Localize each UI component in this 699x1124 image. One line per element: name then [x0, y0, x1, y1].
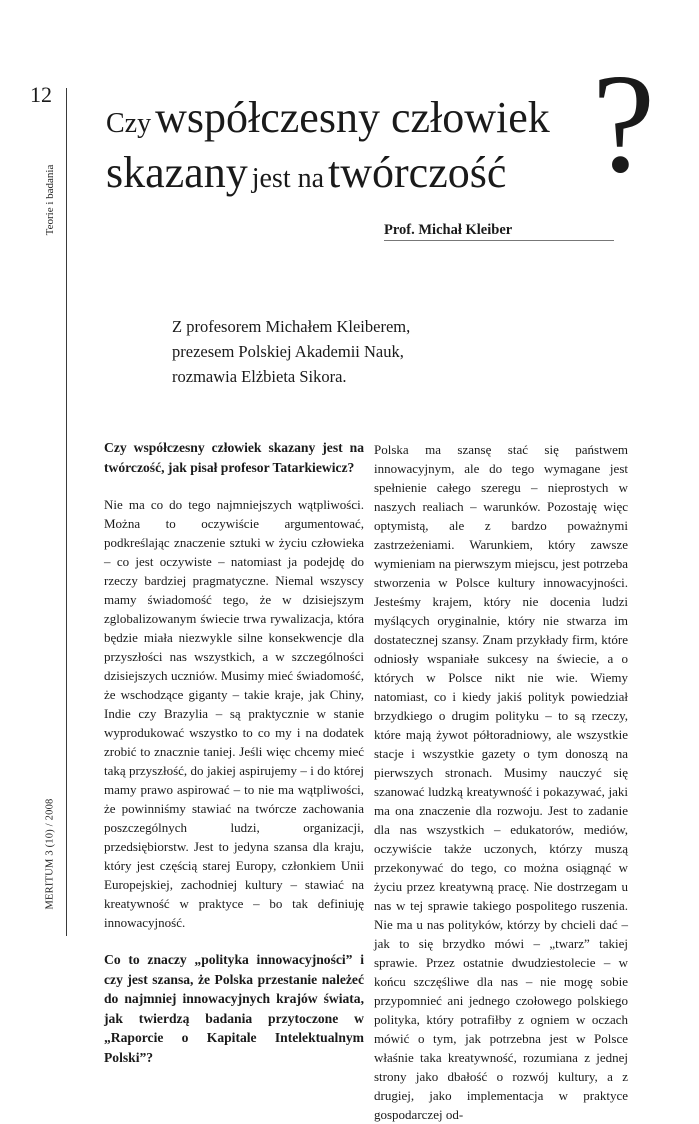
- title-word-skazany: skazany: [106, 148, 248, 197]
- margin-divider: [66, 88, 67, 936]
- title-line-1: [106, 90, 606, 146]
- author-name: Prof. Michał Kleiber: [384, 222, 513, 238]
- intro-line: rozmawia Elżbieta Sikora.: [172, 367, 347, 386]
- intro-lead: [172, 314, 552, 389]
- title-word-czy: Czy: [106, 108, 152, 139]
- title-question-mark: ?: [592, 44, 656, 202]
- interview-question-2: Co to znaczy „polityka innowacyjności” i czy jest szansa, że Polska przestanie należeć do najmniej innowacyjnych krajów świata, jak twierdzą badania przytoczone w „Raporcie o Kapitale Intelektualnym Polski”?: [104, 952, 364, 1065]
- section-label: Teorie i badania: [44, 164, 56, 236]
- title-phrase-wspolczesny-czlowiek: współczesny człowiek: [155, 93, 550, 142]
- article-title: [106, 90, 606, 200]
- interview-answer-2: Polska ma szansę stać się państwem innowacyjnym, ale do tego wymagane jest spełnienie całego szeregu – nieprostych w naszych realiach – warunków. Pozostaję więc optymistą, ale z bardzo poważnymi zastrzeżeniami. Warunkiem, który zawsze wymieniam na pierwszym miejscu, jest potrzeba stworzenia w Polsce kultury innowacyjności. Jesteśmy krajem, który nie docenia ludzi myślących oryginalnie, który nie stwarza im dostatecznej szansy. Znam przykłady firm, które odniosły wspaniałe sukcesy na świecie, a o których w Polsce nikt nie wie. Wiemy natomiast, co i kiedy jakiś polityk powiedział brzydkiego o drugim polityku – to są rzeczy, które mają żywot półtoradniowy, ale wszystkie stacje i wszystkie gazety o tym donoszą na pierwszych stronach. Musimy nauczyć się szanować ludzką kreatywność i pokazywać, jaki ma ona znaczenie dla rozwoju. Jest to zadanie dla nas wszystkich – edukatorów, mediów, oczywiście także uczonych, którzy muszą przekonywać do tego, co można osiągnąć w życiu przez kreatywną pracę. Nie dostrzegam u nas w tej sprawie takiego pospolitego ruszenia. Nie ma u nas polityków, którzy by chcieli dać – jak to się brzydko mówi – „twarz” takiej sprawie. Przez ostatnie dwudziestolecie – w końcu szczęśliwe dla nas – nie mogę sobie przypomnieć ani jednego czołowego polskiego polityka, który potrafiłby z ogniem w oczach mówić o tym, jak potrzebna jest w Polsce właśnie taka kreatywność, rozumiana z jednej strony jako dbałość o rozwój kultury, a z drugiej, jako implementacja w praktyce gospodarczej od-: [374, 442, 628, 1122]
- intro-line: prezesem Polskiej Akademii Nauk,: [172, 342, 404, 361]
- article-column-left: [104, 438, 364, 1067]
- page-number: 12: [30, 82, 52, 107]
- intro-line: Z profesorem Michałem Kleiberem,: [172, 317, 411, 336]
- article-column-right: [374, 440, 628, 1124]
- interview-question-1: Czy współczesny człowiek skazany jest na twórczość, jak pisał profesor Tatarkiewicz?: [104, 440, 364, 475]
- title-line-2: [106, 146, 606, 200]
- interview-answer-1: Nie ma co do tego najmniejszych wątpliwości. Można to oczywiście argumentować, podkreślając znaczenie sztuki w życiu człowieka – co jest oczywiste – natomiast ja podejdę do rzeczy bardziej pragmatyczne. Niemal wszyscy mamy świadomość tego, że w dzisiejszym zglobalizowanym świecie trwa rywalizacja, która będzie miała niezwykle silne konsekwencje dla przyszłości nas wszystkich, a w szczególności dzisiejszych uczniów. Musimy mieć świadomość, że wschodzące giganty – takie kraje, jak Chiny, Indie czy Brazylia – są praktycznie w stanie wyprodukować wszystko to co my i na dodatek zrobić to znacznie taniej. Jeśli więc chcemy mieć taką przyszłość, do jakiej aspirujemy – i do której mamy prawo aspirować – to nie ma wątpliwości, że powinniśmy stawiać na twórcze zachowania poszczególnych ludzi, organizacji, przedsiębiorstw. Jest to jedyna szansa dla kraju, który jest częścią starej Europy, członkiem Unii Europejskiej, zachodniej kultury – stawiać na kreatywność w praktyce – bo tak definiuję innowacyjność.: [104, 497, 364, 930]
- journal-issue: MERITUM 3 (10) / 2008: [44, 798, 56, 910]
- title-phrase-jest-na: jest na: [251, 163, 325, 194]
- title-word-tworczosc: twórczość: [328, 148, 507, 197]
- author-underline: [384, 240, 614, 241]
